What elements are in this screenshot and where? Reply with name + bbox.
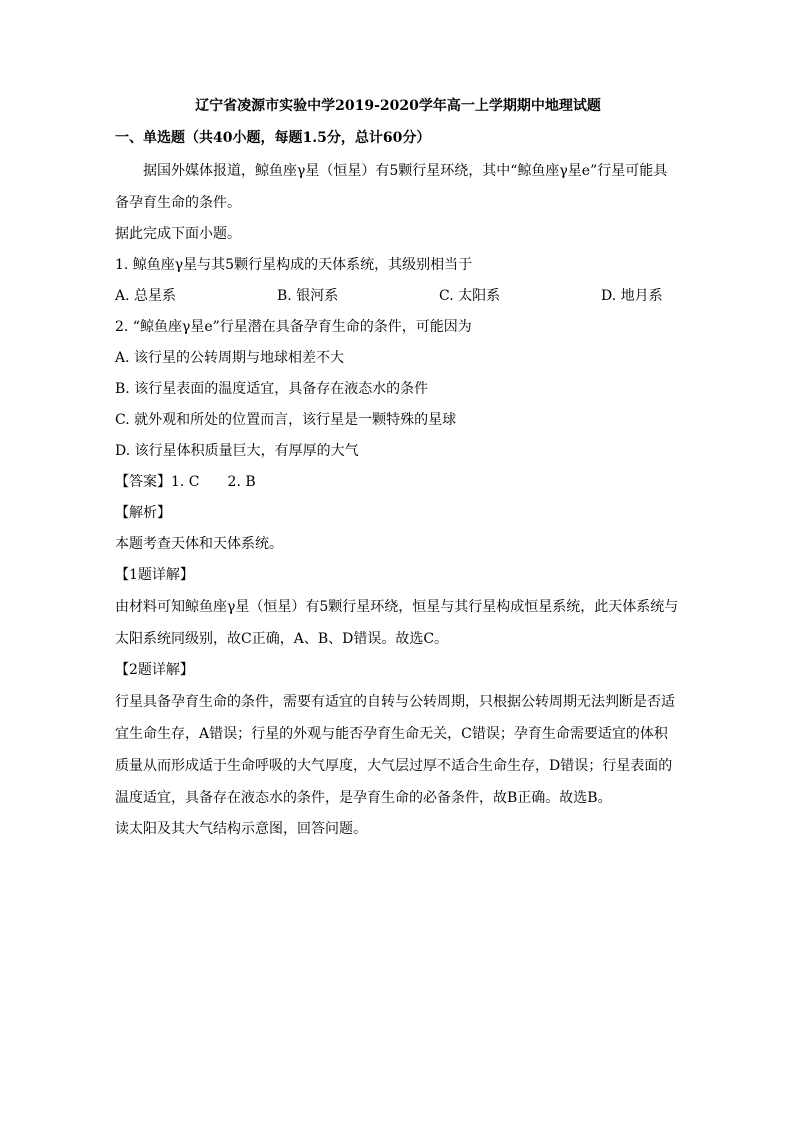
detail-2-text: 行星具备孕育生命的条件，需要有适宜的自转与公转周期，只根据公转周期无法判断是否适宜生命生存，A错误；行星的外观与能否孕育生命无关，C错误；孕育生命需要适宜的体积质量从而形成适于生命呼吸的大气厚度，大气层过厚不适合生命生存，D错误；行星表面的温度适宜，具备存在液态水的条件，是孕育生命的必备条件，故B正确。故选B。 [115,694,675,806]
question-1-option-a: A. 总星系 [115,288,177,304]
detail-2-label: 【2题详解】 [115,662,194,678]
analysis-intro: 本题考查天体和天体系统。 [115,536,283,552]
next-question-prompt: 读太阳及其大气结构示意图，回答问题。 [115,821,367,837]
question-2-option-b: B. 该行星表面的温度适宜，具备存在液态水的条件 [115,381,429,397]
question-2-option-c: C. 就外观和所处的位置而言，该行星是一颗特殊的星球 [115,412,457,428]
material-paragraph: 据国外媒体报道，鲸鱼座γ星（恒星）有5颗行星环绕，其中“鲸鱼座γ星e”行星可能具备孕育生命的条件。 [115,163,668,211]
question-1-stem: 1. 鲸鱼座γ星与其5颗行星构成的天体系统，其级别相当于 [115,257,473,273]
question-1-option-b: B. 银河系 [277,288,339,304]
detail-1-text: 由材料可知鲸鱼座γ星（恒星）有5颗行星环绕，恒星与其行星构成恒星系统，此天体系统与太阳系统同级别，故C正确，A、B、D错误。故选C。 [115,599,679,647]
answer-line [115,467,681,498]
analysis-label: 【解析】 [115,505,171,521]
detail-1-label: 【1题详解】 [115,567,194,583]
answer-2: 2. B [227,474,256,490]
question-1-option-c: C. 太阳系 [439,288,501,304]
question-1-option-d: D. 地月系 [601,288,663,304]
answer-1: 【答案】1. C [115,474,200,490]
question-2-option-d: D. 该行星体积质量巨大，有厚厚的大气 [115,443,359,459]
instruction-text: 据此完成下面小题。 [115,226,241,242]
question-2-option-a: A. 该行星的公转周期与地球相差不大 [115,350,345,366]
document-title: 辽宁省凌源市实验中学2019-2020学年高一上学期期中地理试题 [195,98,601,114]
section-heading: 一、单选题（共40小题，每题1.5分，总计60分） [115,130,431,146]
question-2-stem: 2. “鲸鱼座γ星e”行星潜在具备孕育生命的条件，可能因为 [115,319,472,335]
question-1-options [115,281,681,312]
document-page [115,96,681,845]
